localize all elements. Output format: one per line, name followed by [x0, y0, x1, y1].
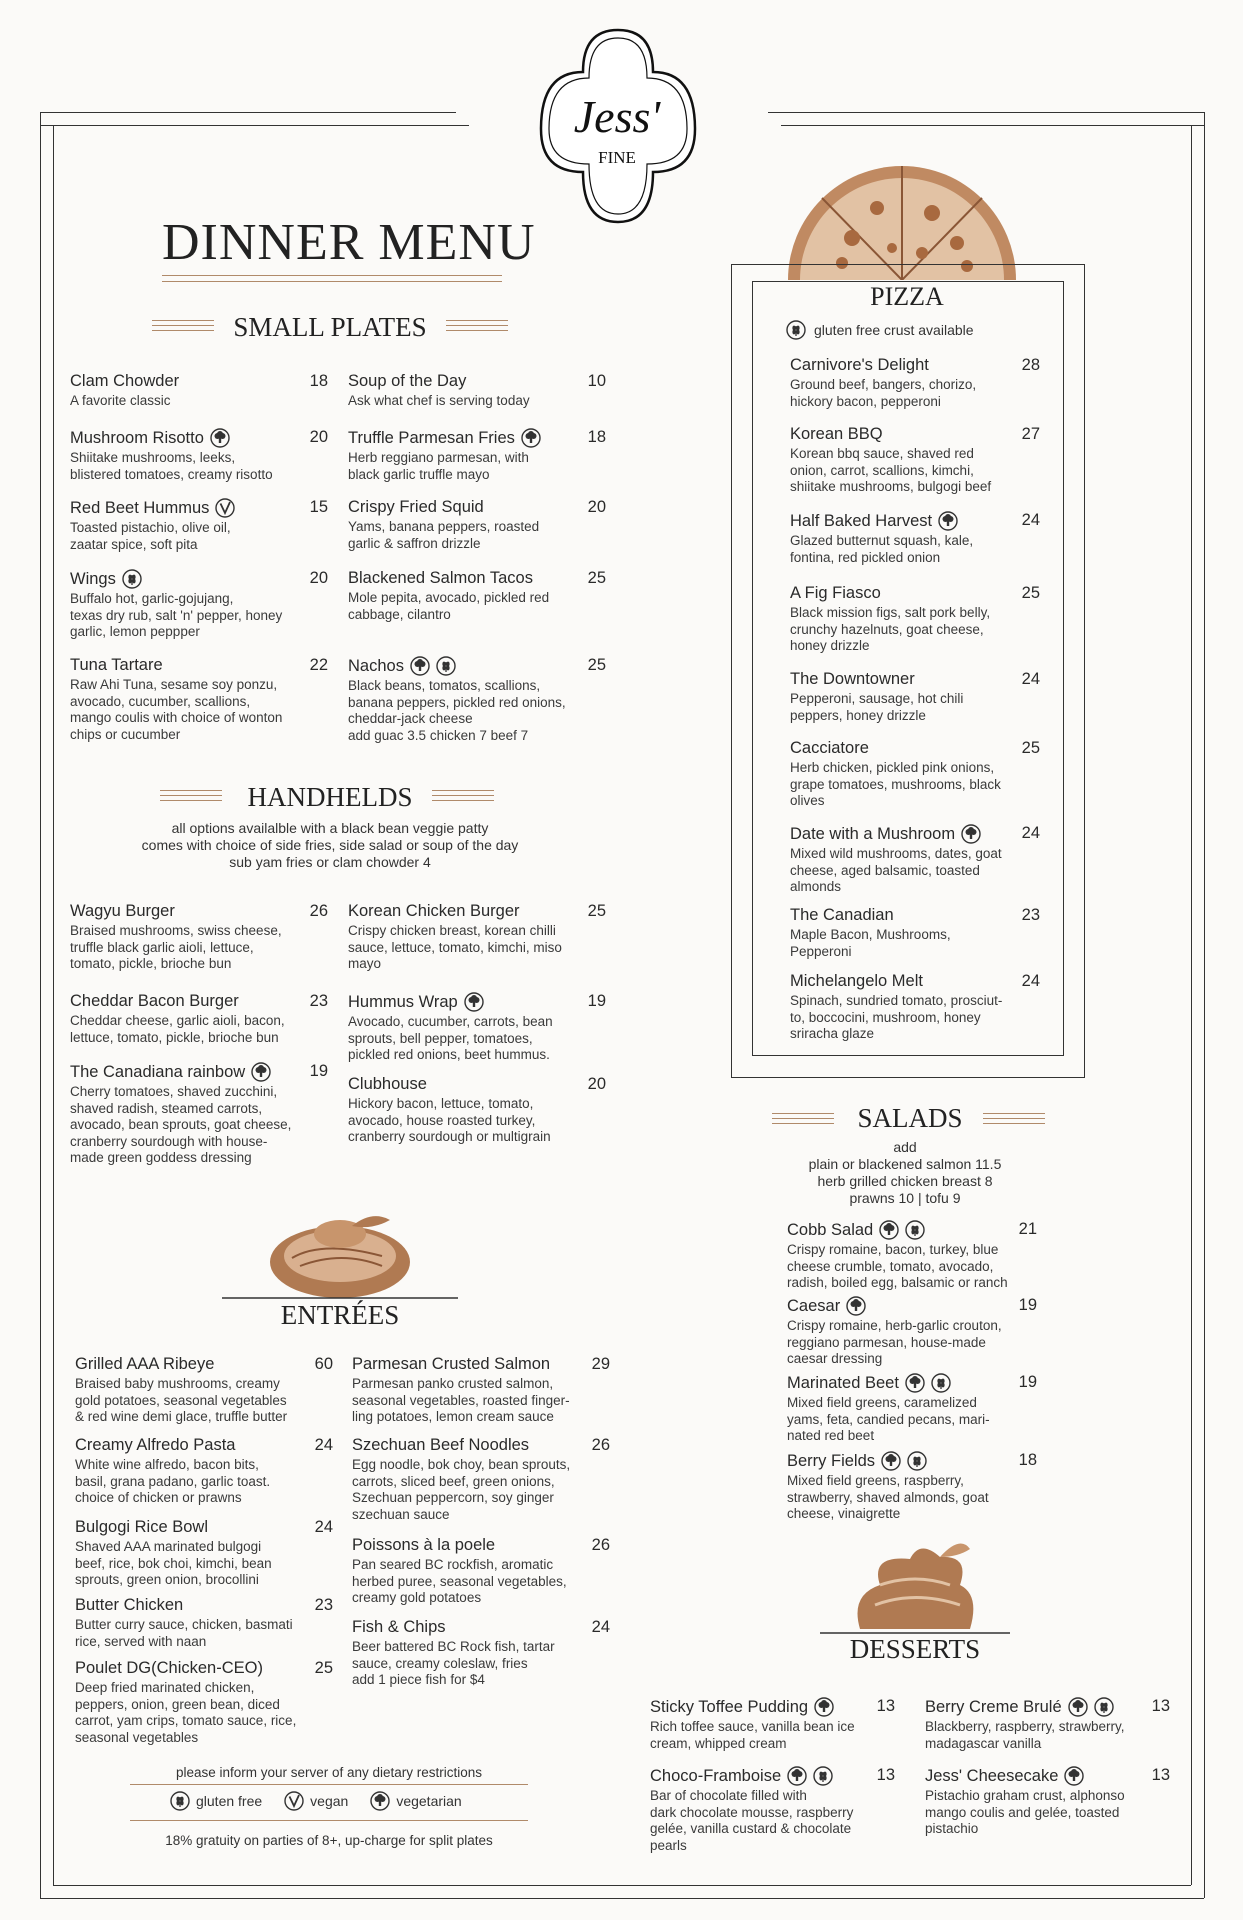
gluten-free-icon	[813, 1766, 833, 1786]
menu-item-name: Berry Creme Brulé	[925, 1697, 1062, 1716]
menu-item-price: 24	[1021, 670, 1040, 688]
menu-item	[790, 824, 1040, 896]
gluten-free-icon	[907, 1451, 927, 1471]
menu-item-description: Beer battered BC Rock fish, tartar sauce, creamy coleslaw, fries add 1 piece fish for $4	[352, 1639, 555, 1687]
menu-item-name: Red Beet Hummus	[70, 498, 210, 517]
menu-item-description: Mixed wild mushrooms, dates, goat cheese, aged balsamic, toasted almonds	[790, 846, 1002, 894]
menu-item-description: Spinach, sundried tomato, prosciut- to, boccocini, mushroom, honey sriracha glaze	[790, 993, 1003, 1041]
entrees-heading: ENTRÉES	[280, 1300, 400, 1330]
menu-item-price: 18	[309, 372, 328, 390]
menu-item	[790, 906, 1040, 960]
menu-item-name: Clam Chowder	[70, 372, 180, 390]
menu-item	[790, 584, 1040, 655]
menu-item-name: Mushroom Risotto	[70, 428, 204, 447]
menu-item	[787, 1220, 1037, 1292]
menu-item-name: Butter Chicken	[75, 1596, 184, 1614]
vegetarian-icon	[210, 428, 230, 448]
menu-item-price: 20	[309, 428, 328, 446]
menu-item	[790, 670, 1040, 724]
menu-item	[925, 1697, 1170, 1752]
menu-item-name: Korean Chicken Burger	[348, 902, 520, 920]
menu-item-price: 13	[876, 1697, 895, 1715]
menu-item-name: Korean BBQ	[790, 425, 883, 443]
menu-item	[352, 1618, 610, 1689]
menu-item-price: 26	[591, 1436, 610, 1454]
menu-item-name: Marinated Beet	[787, 1373, 899, 1392]
menu-item-price: 25	[587, 902, 606, 920]
menu-item	[352, 1536, 610, 1607]
menu-item-description: Pistachio graham crust, alphonso mango coulis and gelée, toasted pistachio	[925, 1788, 1125, 1836]
menu-item-name: Wings	[70, 569, 116, 588]
pizza-heading: PIZZA	[870, 282, 944, 311]
menu-item-price: 29	[591, 1355, 610, 1373]
vegetarian-icon	[846, 1296, 866, 1316]
menu-item	[70, 992, 328, 1046]
menu-item-description: A favorite classic	[70, 393, 171, 408]
menu-item-description: Cheddar cheese, garlic aioli, bacon, lettuce, tomato, pickle, brioche bun	[70, 1013, 285, 1045]
menu-item-price: 24	[1021, 972, 1040, 990]
menu-item-description: Ground beef, bangers, chorizo, hickory bacon, pepperoni	[790, 377, 977, 409]
menu-item-name: Michelangelo Melt	[790, 972, 923, 990]
menu-item-description: Mixed field greens, caramelized yams, feta, candied pecans, mari- nated red beet	[787, 1395, 990, 1443]
vegan-icon	[215, 498, 235, 518]
menu-item	[348, 902, 606, 973]
menu-item-price: 25	[314, 1659, 333, 1677]
menu-item-description: Yams, banana peppers, roasted garlic & saffron drizzle	[348, 519, 540, 551]
menu-item-description: Rich toffee sauce, vanilla bean ice cream, whipped cream	[650, 1719, 855, 1751]
vegan-icon	[284, 1791, 304, 1811]
menu-item-description: Hickory bacon, lettuce, tomato, avocado, house roasted turkey, cranberry sourdough or multigrain	[348, 1096, 551, 1144]
menu-item	[352, 1436, 610, 1523]
menu-item	[75, 1518, 333, 1589]
menu-item	[70, 372, 328, 410]
menu-item-name: Tuna Tartare	[70, 656, 163, 674]
menu-item	[70, 498, 328, 553]
vegetarian-icon	[521, 428, 541, 448]
menu-item-description: Korean bbq sauce, shaved red onion, carrot, scallions, kimchi, shiitake mushrooms, bulgogi beef	[790, 446, 992, 494]
menu-item-name: Creamy Alfredo Pasta	[75, 1436, 236, 1454]
vegetarian-icon	[814, 1697, 834, 1717]
menu-item-name: The Downtowner	[790, 670, 915, 688]
menu-item-price: 20	[587, 1075, 606, 1093]
menu-item-description: Toasted pistachio, olive oil, zaatar spice, soft pita	[70, 520, 231, 552]
menu-item-price: 13	[876, 1766, 895, 1784]
menu-item-description: Egg noodle, bok choy, bean sprouts, carrots, sliced beef, green onions, Szechuan peppercorn, soy ginger szechuan sauce	[352, 1457, 571, 1522]
menu-item-name: Cacciatore	[790, 739, 869, 757]
menu-item-name: Wagyu Burger	[70, 902, 175, 920]
menu-item-price: 20	[309, 569, 328, 587]
menu-item-description: White wine alfredo, bacon bits, basil, grana padano, garlic toast. choice of chicken or prawns	[75, 1457, 271, 1505]
menu-item-price: 24	[591, 1618, 610, 1636]
menu-item-description: Maple Bacon, Mushrooms, Pepperoni	[790, 927, 951, 959]
menu-item-description: Mixed field greens, raspberry, strawberry, shaved almonds, goat cheese, vinaigrette	[787, 1473, 989, 1521]
menu-item-name: Date with a Mushroom	[790, 824, 956, 843]
menu-item-name: Poissons à la poele	[352, 1536, 496, 1554]
vegetarian-icon	[464, 992, 484, 1012]
vegetarian-icon	[251, 1062, 271, 1082]
menu-item-name: Bulgogi Rice Bowl	[75, 1518, 208, 1536]
vegetarian-icon	[905, 1373, 925, 1393]
menu-item-price: 26	[309, 902, 328, 920]
menu-item-price: 19	[1018, 1373, 1037, 1391]
menu-item-price: 25	[587, 656, 606, 674]
vegetarian-icon	[938, 511, 958, 531]
menu-item-price: 26	[591, 1536, 610, 1554]
menu-item-price: 24	[314, 1518, 333, 1536]
menu-item-name: Soup of the Day	[348, 372, 467, 390]
menu-item	[790, 356, 1040, 410]
pizza-illustration	[782, 158, 1022, 280]
menu-item-price: 23	[314, 1596, 333, 1614]
gluten-free-icon	[786, 320, 806, 340]
menu-item	[925, 1766, 1170, 1838]
menu-item-price: 23	[1021, 906, 1040, 924]
menu-item-description: Herb chicken, pickled pink onions, grape tomatoes, mushrooms, black olives	[790, 760, 1001, 808]
brand-logo	[513, 24, 723, 234]
menu-item	[348, 498, 606, 552]
menu-item-name: The Canadian	[790, 906, 894, 924]
menu-item-description: Pan seared BC rockfish, aromatic herbed puree, seasonal vegetables, creamy gold potatoes	[352, 1557, 567, 1605]
menu-item	[348, 992, 606, 1064]
menu-item	[790, 739, 1040, 810]
menu-item-price: 19	[1018, 1296, 1037, 1314]
menu-item-price: 25	[1021, 739, 1040, 757]
handhelds-heading: HANDHELDS	[247, 782, 413, 812]
menu-item-name: Half Baked Harvest	[790, 511, 933, 530]
menu-item	[75, 1355, 333, 1426]
menu-item	[70, 902, 328, 973]
menu-item	[352, 1355, 610, 1426]
menu-item-description: Shaved AAA marinated bulgogi beef, rice, bok choi, kimchi, bean sprouts, green onion, brocollini	[75, 1539, 272, 1587]
menu-item	[790, 511, 1040, 566]
menu-item-name: Clubhouse	[348, 1075, 427, 1093]
menu-item	[348, 1075, 606, 1146]
vegetarian-icon	[879, 1220, 899, 1240]
gratuity-note: 18% gratuity on parties of 8+, up-charge for split plates	[165, 1833, 493, 1848]
vegetarian-icon	[1064, 1766, 1084, 1786]
menu-item	[650, 1697, 895, 1752]
page-title: DINNER MENU	[162, 214, 536, 271]
menu-item-description: Black beans, tomatos, scallions, banana peppers, pickled red onions, cheddar-jack cheese add guac 3.5 chicken 7 beef 7	[348, 678, 566, 743]
menu-item-price: 22	[309, 656, 328, 674]
menu-item	[790, 425, 1040, 496]
menu-item-name: Cobb Salad	[787, 1220, 874, 1239]
gluten-free-icon	[1094, 1697, 1114, 1717]
menu-item-name: Berry Fields	[787, 1451, 876, 1470]
menu-item	[75, 1436, 333, 1507]
menu-item-price: 18	[587, 428, 606, 446]
vegetarian-icon	[961, 824, 981, 844]
menu-item-description: Bar of chocolate filled with dark chocolate mousse, raspberry gelée, vanilla custard & chocolate pearls	[650, 1788, 854, 1853]
menu-item-description: Avocado, cucumber, carrots, bean sprouts, bell pepper, tomatoes, pickled red onions, beet hummus.	[348, 1014, 553, 1062]
desserts-heading: DESSERTS	[849, 1634, 981, 1664]
menu-item-description: Parmesan panko crusted salmon, seasonal vegetables, roasted finger- ling potatoes, lemon cream sauce	[352, 1376, 570, 1424]
menu-item-name: Grilled AAA Ribeye	[75, 1355, 215, 1373]
menu-item-name: Szechuan Beef Noodles	[352, 1436, 530, 1454]
vegetarian-icon	[370, 1791, 390, 1811]
menu-item	[70, 569, 328, 641]
menu-item-name: A Fig Fiasco	[790, 584, 881, 602]
dietary-legend	[170, 1791, 484, 1811]
small-plates-heading: SMALL PLATES	[233, 312, 427, 342]
menu-item-description: Butter curry sauce, chicken, basmati rice, served with naan	[75, 1617, 293, 1649]
menu-item-name: Cheddar Bacon Burger	[70, 992, 239, 1010]
menu-item-name: Truffle Parmesan Fries	[348, 428, 515, 447]
menu-item-price: 27	[1021, 425, 1040, 443]
vegetarian-icon	[410, 656, 430, 676]
menu-item-price: 20	[587, 498, 606, 516]
menu-item-description: Herb reggiano parmesan, with black garlic truffle mayo	[348, 450, 529, 482]
menu-item-price: 28	[1021, 356, 1040, 374]
menu-item-description: Braised mushrooms, swiss cheese, truffle black garlic aioli, lettuce, tomato, pickle, brioche bun	[70, 923, 282, 971]
menu-item	[70, 1062, 328, 1167]
menu-item-description: Ask what chef is serving today	[348, 393, 530, 408]
menu-item-price: 23	[309, 992, 328, 1010]
menu-item-price: 15	[309, 498, 328, 516]
menu-item-price: 24	[1021, 511, 1040, 529]
menu-item-name: Caesar	[787, 1296, 841, 1315]
menu-item	[70, 656, 328, 743]
menu-item-description: Braised baby mushrooms, creamy gold potatoes, seasonal vegetables & red wine demi glace, truffle butter	[75, 1376, 288, 1424]
menu-item-description: Pepperoni, sausage, hot chili peppers, honey drizzle	[790, 691, 964, 723]
menu-item-name: The Canadiana rainbow	[70, 1062, 246, 1081]
bowl-illustration	[222, 1200, 458, 1300]
menu-item-description: Blackberry, raspberry, strawberry, madagascar vanilla	[925, 1719, 1125, 1751]
menu-item	[75, 1596, 333, 1650]
menu-item	[75, 1659, 333, 1746]
menu-item-name: Jess' Cheesecake	[925, 1766, 1059, 1785]
menu-item-description: Crispy romaine, bacon, turkey, blue cheese crumble, tomato, avocado, radish, boiled egg, balsamic or ranch	[787, 1242, 1008, 1290]
menu-item-name: Parmesan Crusted Salmon	[352, 1355, 551, 1373]
legend-label: gluten free	[196, 1793, 263, 1809]
menu-item-price: 24	[314, 1436, 333, 1454]
menu-item-description: Shiitake mushrooms, leeks, blistered tomatoes, creamy risotto	[70, 450, 273, 482]
menu-item-description: Black mission figs, salt pork belly, crunchy hazelnuts, goat cheese, honey drizzle	[790, 605, 991, 653]
handhelds-note: all options availalble with a black bean veggie patty comes with choice of side fries, side salad or soup of the day sub yam fries or clam chowder 4	[141, 820, 519, 870]
menu-item-description: Cherry tomatoes, shaved zucchini, shaved radish, steamed carrots, avocado, bean sprouts, goat cheese, cranberry sourdough with house- made green goddess dressing	[70, 1084, 292, 1165]
menu-item	[787, 1451, 1037, 1523]
menu-item-name: Poulet DG(Chicken-CEO)	[75, 1659, 263, 1677]
menu-item-description: Raw Ahi Tuna, sesame soy ponzu, avocado, cucumber, scallions, mango coulis with choice of wonton chips or cucumber	[70, 677, 283, 742]
menu-item-price: 10	[587, 372, 606, 390]
menu-item-description: Buffalo hot, garlic-gojujang, texas dry rub, salt 'n' pepper, honey garlic, lemon peppper	[70, 591, 283, 639]
menu-item-name: Carnivore's Delight	[790, 356, 929, 374]
menu-item	[650, 1766, 895, 1854]
gluten-free-icon	[931, 1373, 951, 1393]
gluten-free-icon	[905, 1220, 925, 1240]
legend-label: vegetarian	[396, 1793, 462, 1809]
menu-item-price: 19	[309, 1062, 328, 1080]
menu-item-description: Deep fried marinated chicken, peppers, onion, green bean, diced carrot, yam crips, tomato sauce, rice, seasonal vegetables	[75, 1680, 297, 1745]
menu-item	[348, 372, 606, 410]
menu-item-price: 19	[587, 992, 606, 1010]
menu-item-price: 13	[1151, 1697, 1170, 1715]
menu-item-price: 25	[587, 569, 606, 587]
menu-item-name: Blackened Salmon Tacos	[348, 569, 533, 587]
menu-item	[348, 569, 606, 623]
gluten-free-icon	[122, 569, 142, 589]
dessert-illustration	[820, 1535, 1010, 1635]
menu-item	[348, 428, 606, 483]
menu-item-price: 25	[1021, 584, 1040, 602]
menu-item	[348, 656, 606, 744]
vegetarian-icon	[787, 1766, 807, 1786]
logo-script: Jess'	[573, 91, 661, 142]
menu-item	[787, 1373, 1037, 1445]
gluten-free-icon	[436, 656, 456, 676]
gluten-free-icon	[170, 1791, 190, 1811]
menu-item-description: Crispy romaine, herb-garlic crouton, reggiano parmesan, house-made caesar dressing	[787, 1318, 1002, 1366]
menu-item-price: 24	[1021, 824, 1040, 842]
menu-item	[70, 428, 328, 483]
menu-item	[790, 972, 1040, 1043]
menu-item-description: Mole pepita, avocado, pickled red cabbage, cilantro	[348, 590, 550, 622]
gluten-free-crust-note	[786, 320, 996, 340]
salads-add-note: add plain or blackened salmon 11.5 herb grilled chicken breast 8 prawns 10 | tofu 9	[808, 1139, 1002, 1206]
menu-item-price: 18	[1018, 1451, 1037, 1469]
vegetarian-icon	[1068, 1697, 1088, 1717]
menu-item-name: Hummus Wrap	[348, 992, 458, 1011]
logo-word: FINE	[598, 148, 636, 167]
menu-item-name: Crispy Fried Squid	[348, 498, 484, 516]
legend-label: vegan	[310, 1793, 349, 1809]
menu-item-name: Nachos	[348, 656, 404, 675]
menu-item-price: 21	[1018, 1220, 1037, 1238]
dietary-note: please inform your server of any dietary restrictions	[175, 1765, 483, 1780]
pizza-note: gluten free crust available	[814, 322, 974, 338]
menu-item-name: Choco-Framboise	[650, 1766, 782, 1785]
salads-heading: SALADS	[857, 1103, 963, 1133]
menu-item	[787, 1296, 1037, 1368]
menu-item-price: 60	[314, 1355, 333, 1373]
menu-item-description: Glazed butternut squash, kale, fontina, red pickled onion	[790, 533, 974, 565]
menu-item-description: Crispy chicken breast, korean chilli sauce, lettuce, tomato, kimchi, miso mayo	[348, 923, 562, 971]
menu-item-price: 13	[1151, 1766, 1170, 1784]
vegetarian-icon	[881, 1451, 901, 1471]
menu-item-name: Fish & Chips	[352, 1618, 446, 1636]
menu-item-name: Sticky Toffee Pudding	[650, 1697, 809, 1716]
